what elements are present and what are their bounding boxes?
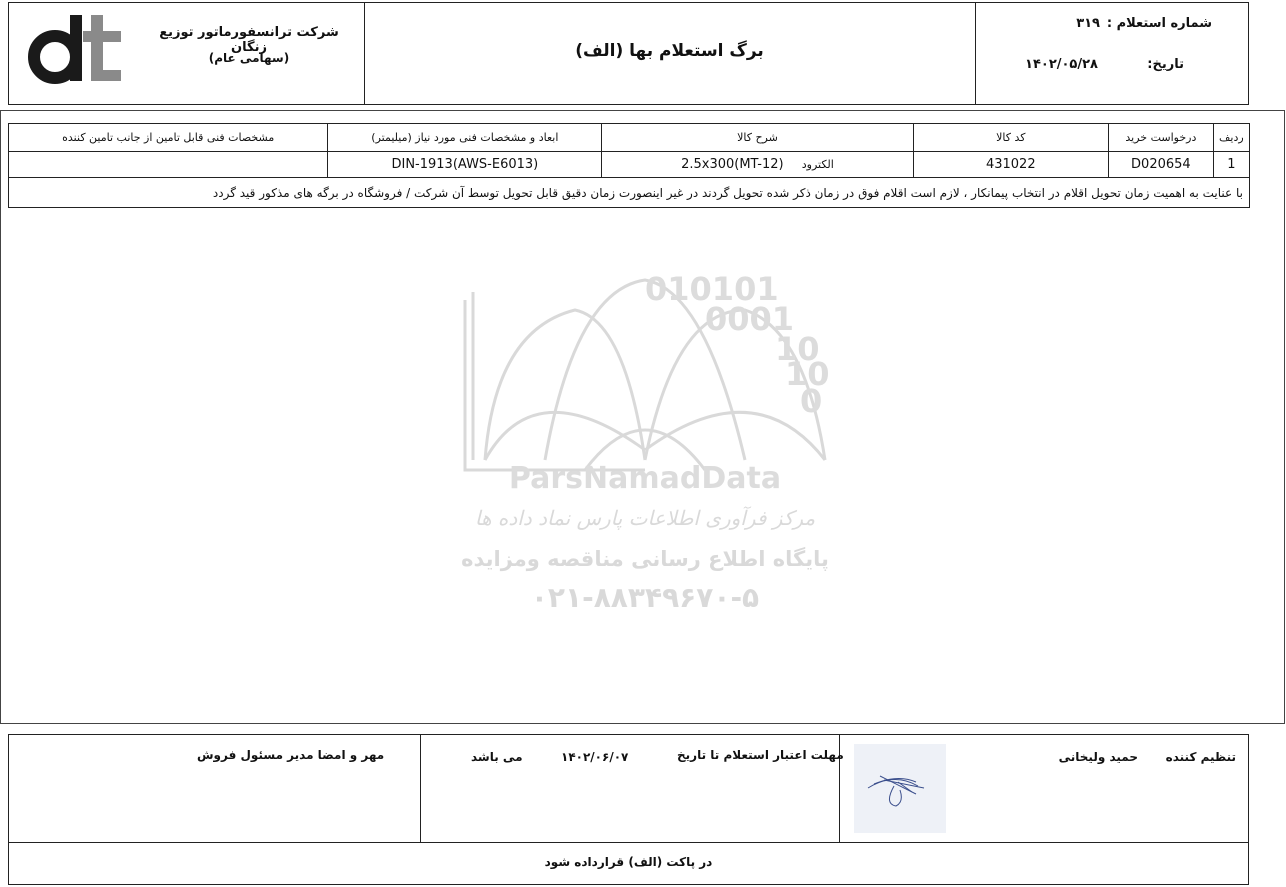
item-description <box>602 152 913 178</box>
preparer-name: حمید ولیخانی <box>1058 750 1138 764</box>
footer-divider <box>420 735 421 842</box>
company-name: شرکت ترانسفورماتور توزیع زنگان <box>159 25 339 55</box>
header-title-cell <box>364 3 976 104</box>
watermark-tagline: مرکز فرآوری اطلاعات پارس نماد داده ها <box>474 506 816 530</box>
watermark <box>455 270 835 630</box>
row-number: 1 <box>1213 152 1249 178</box>
description-word: الکترود <box>801 158 834 171</box>
signature-image <box>854 744 946 833</box>
watermark-subtitle: پایگاه اطلاع رسانی مناقصه ومزایده <box>461 547 829 571</box>
manager-signature-label: مهر و امضا مدیر مسئول فروش <box>197 748 385 762</box>
supplier-specs <box>9 152 328 178</box>
watermark-brand: ParsNamadData <box>508 461 782 496</box>
form-title: برگ استعلام بها (الف) <box>575 41 764 61</box>
document-footer <box>8 734 1249 885</box>
column-header: کد کالا <box>913 124 1108 152</box>
footer-divider <box>9 842 1248 843</box>
column-header: شرح کالا <box>602 124 913 152</box>
delivery-note: با عنایت به اهمیت زمان تحویل اقلام در انتخاب پیمانکار ، لازم است اقلام فوق در زمان ذکر شده تحویل گردند در غیر اینصورت زمان دقیق قابل تحویل توسط آن شرکت / فروشگاه در برگه های مذکور قید گردد <box>9 178 1250 208</box>
preparer-label: تنظیم کننده <box>1165 750 1236 764</box>
purchase-request: D020654 <box>1109 152 1214 178</box>
table-header-row <box>9 124 1250 152</box>
company-type: (سهامی عام) <box>208 51 290 65</box>
column-header: درخواست خرید <box>1109 124 1214 152</box>
table-note-row <box>9 178 1250 208</box>
watermark-binary-1: 010101 <box>645 270 779 308</box>
items-table <box>8 123 1250 208</box>
validity-suffix: می باشد <box>471 750 523 764</box>
description-spec: 2.5x300(MT-12) <box>681 157 784 172</box>
company-logo <box>21 9 131 89</box>
validity-label: مهلت اعتبار استعلام تا تاریخ <box>677 748 844 762</box>
item-code: 431022 <box>913 152 1108 178</box>
watermark-phone: ۰۲۱-۸۸۳۴۹۶۷۰-۵ <box>530 581 760 614</box>
column-header: ابعاد و مشخصات فنی مورد نیاز (میلیمتر) <box>328 124 602 152</box>
watermark-binary-2: 0001 <box>705 300 795 338</box>
packet-note: در پاکت (الف) قرارداده شود <box>544 855 713 869</box>
document-header <box>8 2 1249 105</box>
watermark-binary-5: 0 <box>800 382 823 420</box>
date-value: ۱۴۰۲/۰۵/۲۸ <box>1025 57 1098 72</box>
header-company-cell <box>9 3 365 104</box>
table-row <box>9 152 1250 178</box>
watermark-binary-4: 10 <box>785 355 830 393</box>
column-header: ردیف <box>1213 124 1249 152</box>
date-label: تاریخ: <box>1147 57 1184 72</box>
column-header: مشخصات فنی قابل تامین از جانب تامین کننده <box>9 124 328 152</box>
validity-date: ۱۴۰۲/۰۶/۰۷ <box>561 750 629 764</box>
inquiry-number-label: شماره استعلام : <box>1106 16 1212 31</box>
dimensions: DIN-1913(AWS-E6013) <box>328 152 602 178</box>
header-info-cell <box>975 3 1248 104</box>
inquiry-number-value: ۳۱۹ <box>1076 16 1100 31</box>
watermark-binary-3: 10 <box>775 330 820 368</box>
